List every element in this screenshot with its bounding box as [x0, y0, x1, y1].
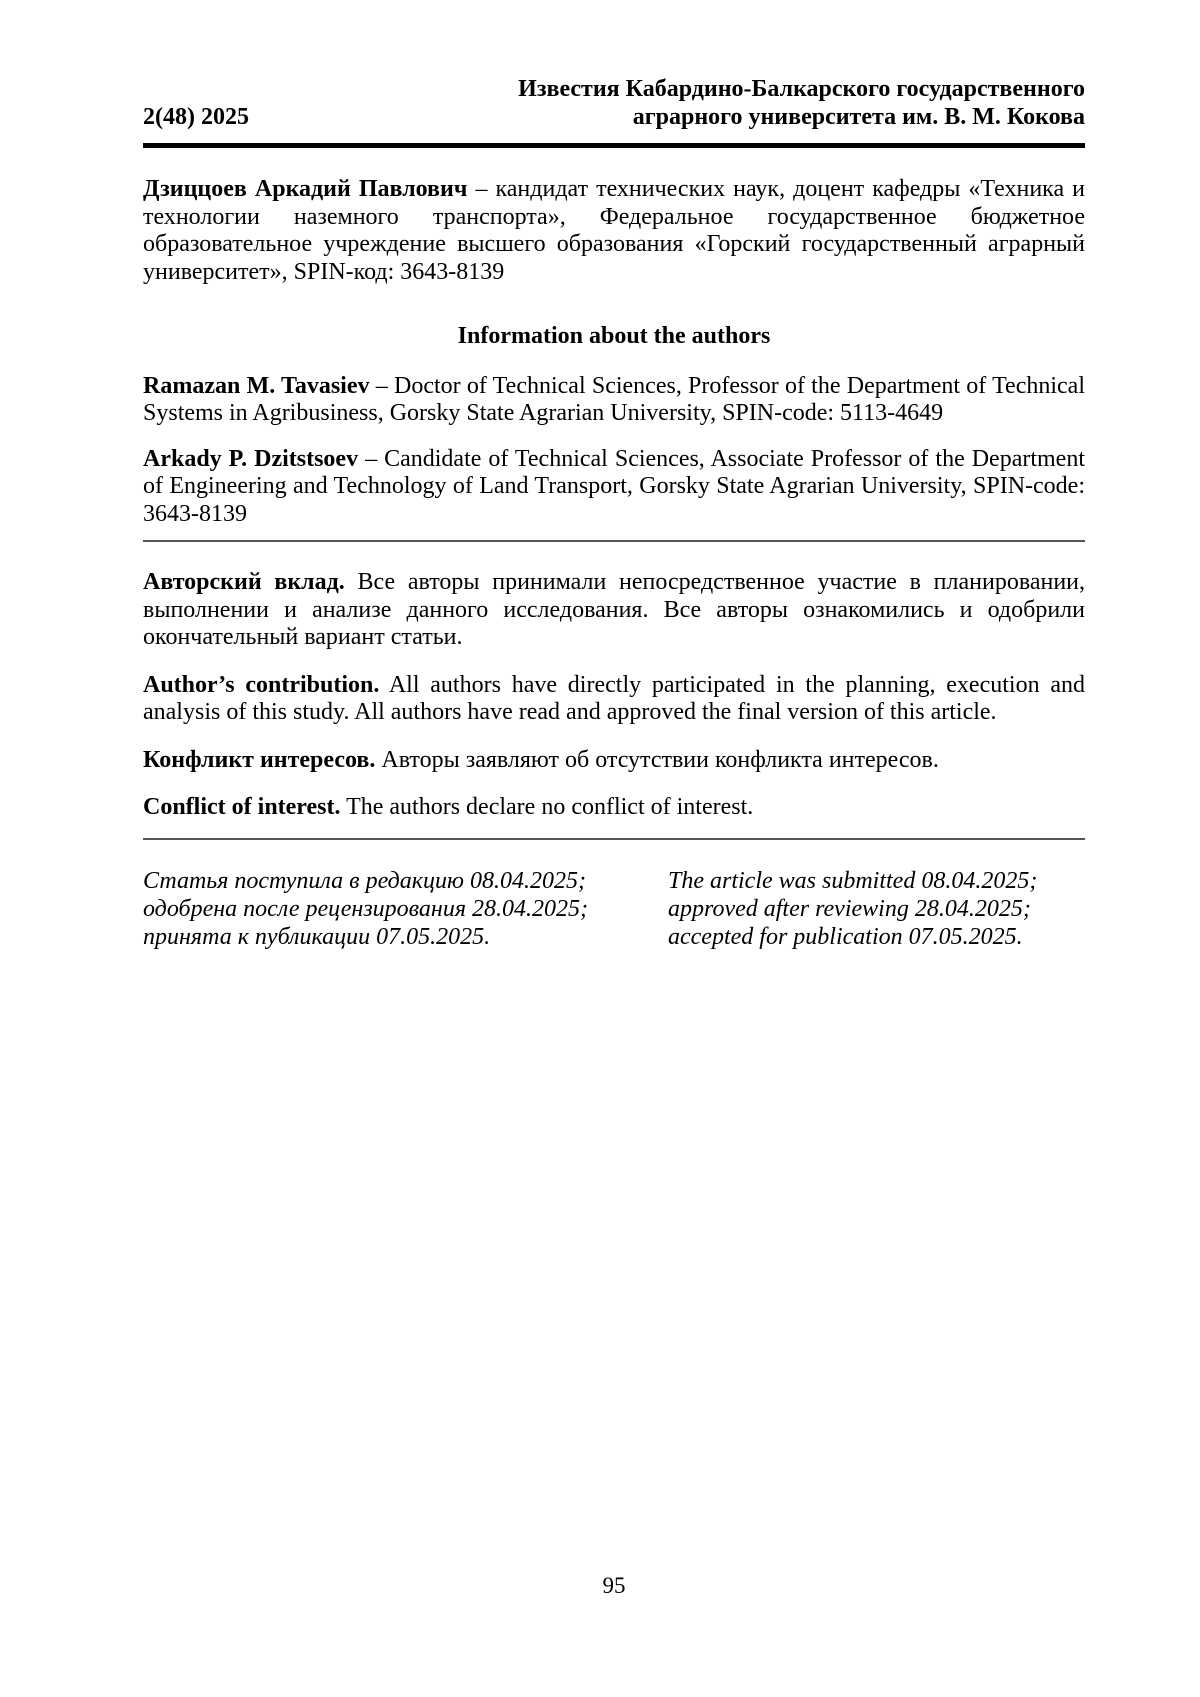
author-bio-ru-text: – кандидат технических наук, доцент кафедры «Техника и технологии наземного транспорта», Федеральное государственное бюджетное образовательное учреждение высшего образования «Горский государственный аграрный университет», SPIN-код: 3643-8139	[143, 176, 1086, 285]
divider-bottom	[143, 838, 1085, 840]
statement-conflict-en-lead: Conflict of interest.	[143, 794, 341, 820]
statement-conflict-ru	[143, 747, 1085, 775]
date-line-ru-approved: одобрена после рецензирования 28.04.2025;	[143, 895, 588, 922]
date-line-en-accepted: accepted for publication 07.05.2025.	[668, 923, 1023, 950]
statement-conflict-en	[143, 794, 1085, 822]
author-entry-en-2-name: Arkady P. Dzitstsoev	[143, 445, 359, 472]
journal-title-line1: Известия Кабардино-Балкарского государственного	[518, 76, 1085, 102]
statement-author-contribution-ru-text: Все авторы принимали непосредственное участие в планировании, выполнении и анализе данного исследования. Все авторы ознакомились и одобрили окончательный вариант статьи.	[143, 569, 1086, 650]
section-heading: Information about the authors	[457, 323, 771, 349]
date-line-en-submitted: The article was submitted 08.04.2025;	[668, 867, 1038, 894]
journal-title	[518, 75, 1085, 131]
statement-conflict-ru-text: Авторы заявляют об отсутствии конфликта интересов.	[381, 746, 939, 773]
statement-author-contribution-ru	[143, 569, 1085, 652]
page-number: 95	[602, 1573, 626, 1598]
date-line-ru-submitted: Статья поступила в редакцию 08.04.2025;	[143, 867, 586, 894]
submission-dates-ru	[143, 867, 668, 951]
issue-label: 2(48) 2025	[143, 104, 249, 130]
submission-dates	[143, 867, 1085, 951]
statement-author-contribution-en-lead: Author’s contribution.	[143, 671, 380, 698]
author-bio-ru	[143, 176, 1085, 286]
statement-conflict-en-text: The authors declare no conflict of interest.	[346, 794, 754, 820]
statement-conflict-ru-lead: Конфликт интересов.	[143, 746, 376, 773]
statement-author-contribution-en-text: All authors have directly participated in the planning, execution and analysis of this study. All authors have read and approved the final version of this article.	[143, 671, 1086, 725]
date-line-en-approved: approved after reviewing 28.04.2025;	[668, 895, 1031, 922]
author-entry-en-1-text: – Doctor of Technical Sciences, Professor of the Department of Technical Systems in Agribusiness, Gorsky State Agrarian University, SPIN-code: 5113-4649	[143, 372, 1086, 426]
journal-title-line2: аграрного университета им. В. М. Кокова	[632, 104, 1085, 130]
author-entry-en-1	[143, 373, 1085, 428]
date-line-ru-accepted: принята к публикации 07.05.2025.	[143, 923, 491, 950]
author-entry-en-1-name: Ramazan M. Tavasiev	[143, 372, 370, 399]
author-entry-en-2-text: – Candidate of Technical Sciences, Associate Professor of the Department of Engineering and Technology of Land Transport, Gorsky State Agrarian University, SPIN-code: 3643-8139	[143, 445, 1085, 527]
author-entry-en-2	[143, 446, 1085, 529]
author-bio-ru-name: Дзиццоев Аркадий Павлович	[143, 176, 468, 202]
statement-author-contribution-ru-lead: Авторский вклад.	[143, 569, 345, 595]
page-header	[143, 0, 1085, 131]
statement-author-contribution-en	[143, 672, 1085, 727]
header-rule	[143, 143, 1085, 148]
divider-top	[143, 540, 1085, 542]
submission-dates-en	[668, 867, 1085, 951]
